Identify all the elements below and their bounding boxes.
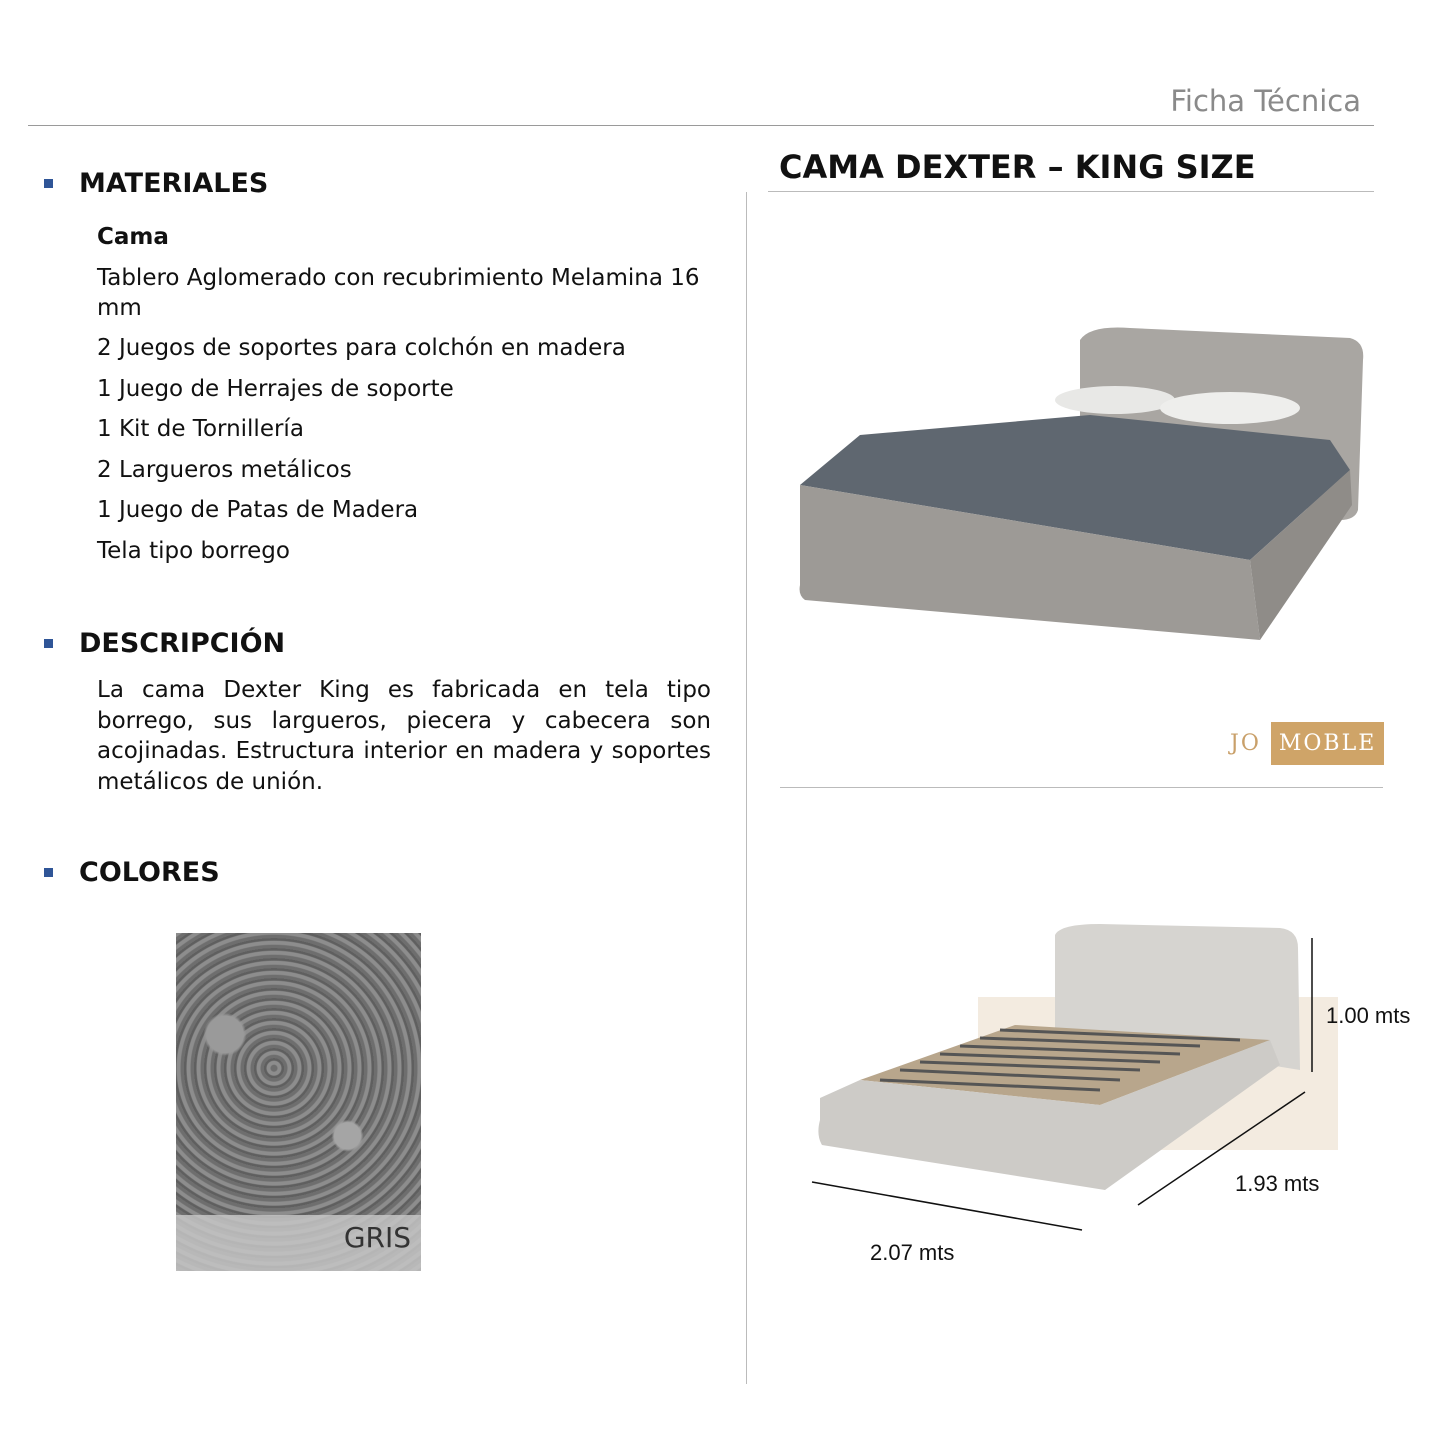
dimension-width: 1.93 mts [1235, 1171, 1320, 1196]
descripcion-text: La cama Dexter King es fabricada en tela tipo borrego, sus largueros, piecera y cabecera son acojinadas. Estructura interior en madera y soportes metálicos de unión. [97, 677, 711, 795]
material-item: 2 Largueros metálicos [97, 456, 352, 483]
materiales-subheading: Cama [97, 224, 169, 250]
bed-dimensions-diagram [800, 920, 1360, 1250]
bullet-icon [44, 179, 53, 188]
title-divider [768, 191, 1374, 192]
material-item: 1 Juego de Patas de Madera [97, 497, 419, 523]
color-swatch-gris [176, 933, 421, 1271]
dimension-height: 1.00 mts [1326, 1003, 1411, 1028]
header-divider [28, 125, 1374, 126]
column-divider [746, 192, 747, 1384]
section-title: DESCRIPCIÓN [79, 628, 286, 659]
material-item: Tela tipo borrego [97, 537, 290, 564]
colores-heading [44, 857, 220, 888]
document-title: Ficha Técnica [1170, 84, 1361, 118]
product-title: CAMA DEXTER – KING SIZE [779, 148, 1256, 186]
section-title: MATERIALES [79, 168, 269, 199]
image-divider [780, 787, 1383, 788]
material-item: 2 Juegos de soportes para colchón en madera [97, 335, 626, 361]
materiales-list [97, 222, 717, 576]
material-item: 1 Juego de Herrajes de soporte [97, 375, 454, 402]
material-item: 1 Kit de Tornillería [97, 416, 304, 442]
descripcion-heading [44, 628, 285, 659]
bullet-icon [44, 639, 53, 648]
bed-product-image [790, 320, 1380, 650]
brand-logo [1230, 722, 1384, 765]
swatch-label: GRIS [176, 1215, 421, 1271]
logo-jo: JO [1230, 731, 1261, 756]
logo-moble: MOBLE [1271, 722, 1384, 765]
bullet-icon [44, 868, 53, 877]
section-title: COLORES [79, 857, 220, 888]
dimension-length: 2.07 mts [870, 1240, 955, 1265]
material-item: Tablero Aglomerado con recubrimiento Melamina 16 mm [97, 264, 700, 321]
materiales-heading [44, 168, 268, 199]
